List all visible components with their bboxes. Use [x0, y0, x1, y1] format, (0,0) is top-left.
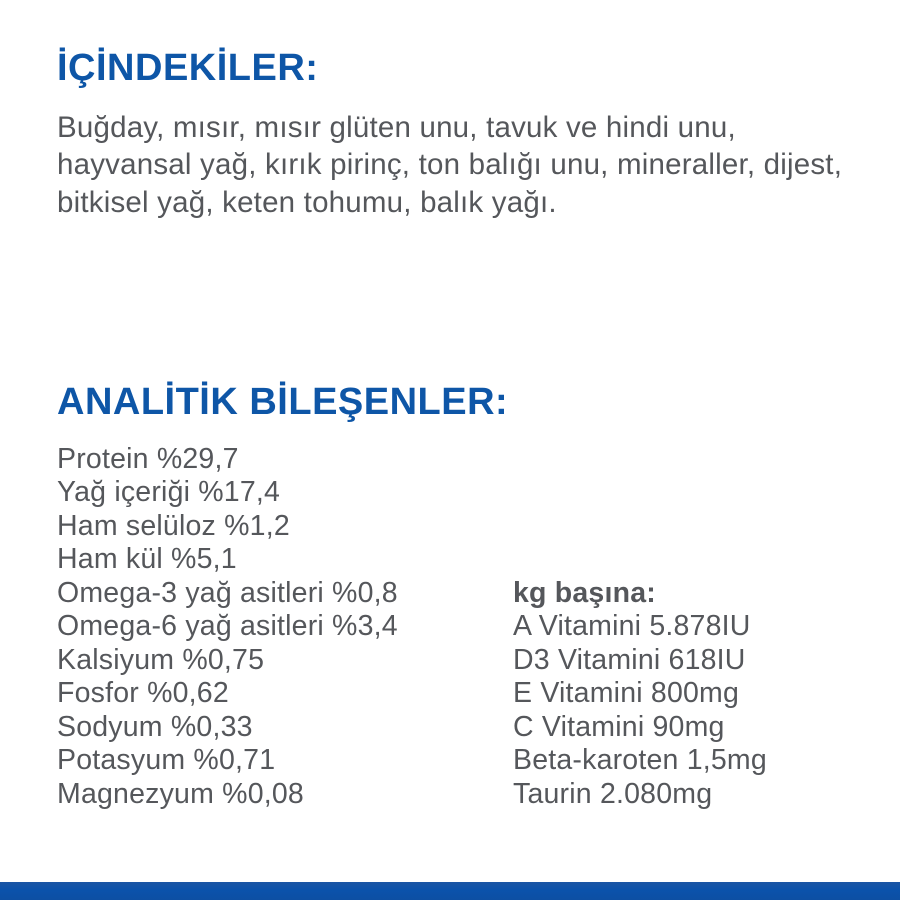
- vitamin-line: D3 Vitamini 618IU: [513, 643, 746, 676]
- vitamin-line: Beta-karoten 1,5mg: [513, 744, 767, 777]
- per-kg-heading: kg başına:: [513, 576, 656, 609]
- nutrient-list: [57, 443, 513, 812]
- nutrient-line: Kalsiyum %0,75: [57, 643, 265, 676]
- product-info-section: [57, 0, 848, 811]
- vitamins-per-kg-block: [513, 577, 848, 812]
- ingredients-body-text: Buğday, mısır, mısır glüten unu, tavuk ve hindi unu, hayvansal yağ, kırık pirinç, ton balığı unu, mineraller, dijest, bitkisel yağ, keten tohumu, balık yağı.: [57, 110, 843, 219]
- nutrient-line: Omega-6 yağ asitleri %3,4: [57, 610, 398, 643]
- ingredients-heading: İÇİNDEKİLER:: [57, 47, 319, 89]
- analytical-components-columns: [57, 443, 848, 812]
- nutrient-line: Yağ içeriği %17,4: [57, 476, 281, 509]
- nutrient-line: Fosfor %0,62: [57, 677, 229, 710]
- vitamin-line: E Vitamini 800mg: [513, 677, 740, 710]
- vitamin-list: [513, 610, 848, 811]
- analytical-components-heading: ANALİTİK BİLEŞENLER:: [57, 381, 509, 424]
- nutrient-line: Ham kül %5,1: [57, 543, 237, 576]
- nutrient-line: Sodyum %0,33: [57, 710, 253, 743]
- nutrient-line: Protein %29,7: [57, 442, 239, 475]
- nutrient-line: Potasyum %0,71: [57, 744, 276, 777]
- vitamin-line: C Vitamini 90mg: [513, 710, 725, 743]
- nutrient-line: Ham selüloz %1,2: [57, 509, 290, 542]
- vitamin-line: A Vitamini 5.878IU: [513, 610, 751, 643]
- vitamin-line: Taurin 2.080mg: [513, 777, 713, 810]
- bottom-blue-bar: [0, 882, 900, 900]
- nutrient-line: Magnezyum %0,08: [57, 777, 304, 810]
- nutrient-line: Omega-3 yağ asitleri %0,8: [57, 576, 398, 609]
